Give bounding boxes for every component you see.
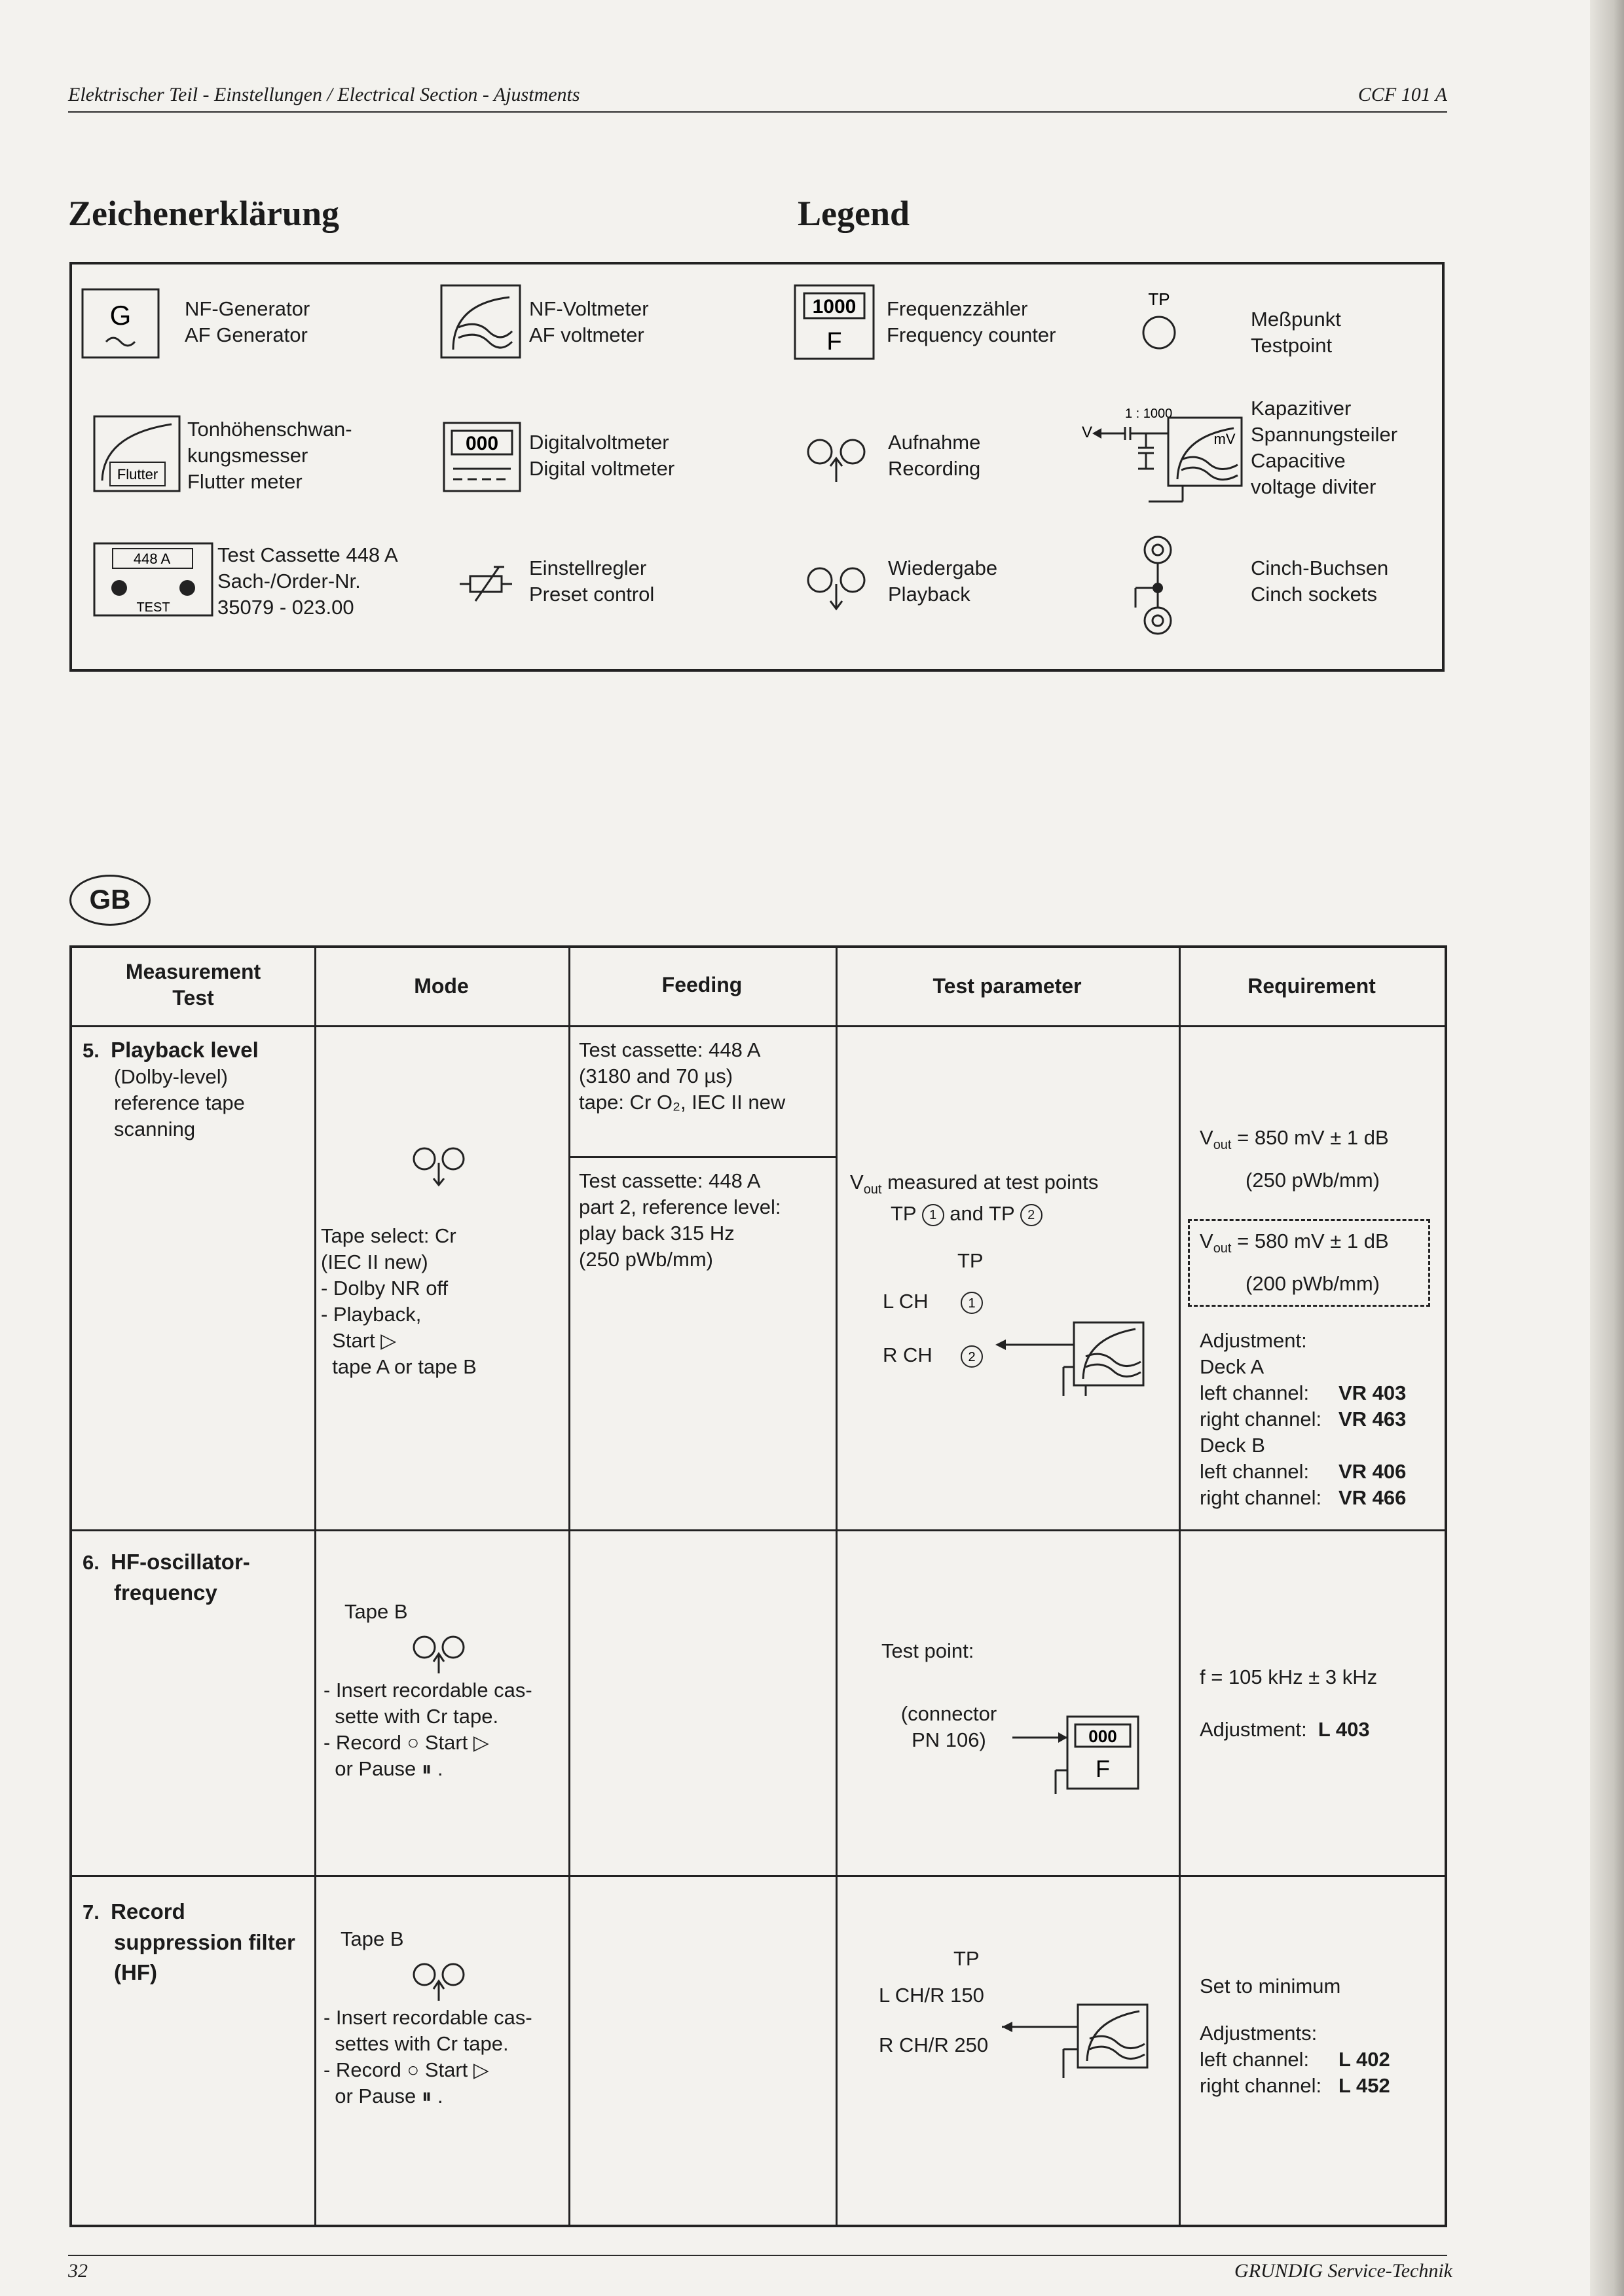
capacitive-divider-label: Kapazitiver Spannungsteiler Capacitive voltage diviter: [1251, 397, 1398, 498]
svg-text:G: G: [109, 300, 132, 331]
row5-requirement-850: $V_{out} = 850$ mV ± 1 dB (250 pWb/mm): [1200, 1126, 1389, 1192]
row7-mode-tape: Tape B: [341, 1927, 404, 1950]
row5-mode: Tape select: Cr (IEC II new) - Dolby NR off - Playback, Start ▷ tape A or tape B: [321, 1224, 477, 1378]
test-cassette-icon: [93, 542, 215, 618]
row5-param-testpoints: TP 1 and TP 2: [891, 1201, 1166, 1227]
header-feeding: Feeding: [661, 973, 743, 996]
header-section-title: Elektrischer Teil - Einstellungen / Electrical Section - Ajustments: [68, 84, 580, 105]
row6-frequency-counter-diagram: [1012, 1705, 1143, 1796]
row7-lch-label: L CH/R 150: [879, 1984, 984, 2007]
svg-text:000: 000: [1088, 1726, 1117, 1746]
row5-feeding-a: Test cassette: 448 A (3180 and 70 µs) tape: Cr O₂, IEC II new: [579, 1038, 786, 1114]
playback-icon: [800, 564, 874, 617]
af-generator-label: NF-Generator AF Generator: [185, 297, 310, 346]
testpoint-icon: [1133, 288, 1185, 354]
row5-param-measured: $V_{out}$ measured at test points: [850, 1171, 1099, 1197]
frequency-counter-icon: [794, 284, 876, 361]
cinch-sockets-icon: [1125, 534, 1190, 646]
preset-control-label: Einstellregler Preset control: [529, 556, 655, 606]
flutter-meter-label: Tonhöhenschwan- kungsmesser Flutter meter: [187, 418, 352, 493]
svg-text:448 A: 448 A: [133, 551, 171, 567]
row5-measurement: 5. Playback level (Dolby-level) reference tape scanning: [83, 1038, 259, 1140]
recording-icon: [800, 436, 874, 488]
legend-box: [69, 262, 1445, 672]
svg-text:F: F: [826, 328, 842, 355]
svg-text:F: F: [1096, 1755, 1110, 1782]
svg-text:Flutter: Flutter: [117, 466, 158, 483]
af-voltmeter-label: NF-Voltmeter AF voltmeter: [529, 297, 649, 346]
test-cassette-label: Test Cassette 448 A Sach-/Order-Nr. 35079 - 023.00: [217, 543, 398, 619]
row5-playback-icon: [406, 1144, 471, 1197]
legend-title-en: Legend: [798, 194, 910, 233]
svg-text:TEST: TEST: [136, 600, 170, 615]
row6-mode: - Insert recordable cas- sette with Cr tape. - Record ○ Start ▷ or Pause ⏸ .: [323, 1679, 532, 1780]
row7-measurement: 7. Record suppression filter (HF): [83, 1899, 295, 1984]
svg-text:mV: mV: [1213, 431, 1236, 447]
row5-tp-label: TP: [957, 1249, 984, 1272]
row7-tp-label: TP: [953, 1947, 980, 1970]
row5-adjustments: Adjustment: Deck A left channel: VR 403 right channel: VR 463 Deck B left channel: VR 406 right channel: VR 466: [1200, 1329, 1407, 1509]
flutter-meter-icon: [93, 415, 182, 494]
page-number: 32: [68, 2260, 88, 2282]
gb-language-badge: GB: [69, 875, 151, 926]
row5-feeding-b: Test cassette: 448 A part 2, reference level: play back 315 Hz (250 pWb/mm): [579, 1169, 781, 1271]
row7-voltmeter-diagram: [1002, 1978, 1159, 2083]
frequency-counter-label: Frequenzzähler Frequency counter: [887, 297, 1056, 346]
row5-lch-label: L CH: [883, 1290, 929, 1313]
tp2-circle: 2: [1020, 1204, 1043, 1226]
diagram-tp2-number: 2: [968, 1350, 976, 1364]
row6-mode-tape: Tape B: [344, 1600, 408, 1623]
binder-edge: [1590, 0, 1624, 2296]
preset-control-icon: [456, 558, 516, 610]
header-mode: Mode: [414, 974, 469, 998]
row5-voltmeter-diagram: [959, 1286, 1155, 1397]
row6-measurement: 6. HF-oscillator- frequency: [83, 1550, 250, 1605]
diagram-tp1-number: 1: [968, 1296, 976, 1311]
header-model: CCF 101 A: [1357, 84, 1447, 105]
af-generator-icon: [81, 288, 161, 360]
header-measurement-test: Measurement Test: [125, 960, 261, 1010]
testpoint-label: Meßpunkt Testpoint: [1251, 308, 1341, 357]
row6-requirement: f = 105 kHz ± 3 kHz Adjustment: L 403: [1200, 1666, 1378, 1741]
measurement-table: [69, 945, 1447, 2227]
row5-requirement-580: $V_{out} = 580$ mV ± 1 dB (200 pWb/mm): [1200, 1230, 1389, 1296]
digital-voltmeter-icon: [443, 422, 523, 494]
header-requirement: Requirement: [1247, 974, 1376, 998]
svg-text:V: V: [1082, 424, 1093, 441]
row5-rch-label: R CH: [883, 1343, 932, 1366]
svg-text:TP: TP: [1148, 289, 1170, 309]
af-voltmeter-icon: [440, 284, 523, 360]
tp1-circle: 1: [922, 1204, 944, 1226]
row6-param-testpoint: Test point:: [881, 1639, 974, 1662]
playback-label: Wiedergabe Playback: [888, 556, 998, 606]
svg-text:000: 000: [465, 433, 499, 454]
row7-requirement: Set to minimum Adjustments: left channel: L 402 right channel: L 452: [1200, 1975, 1390, 2097]
svg-text:1 : 1000: 1 : 1000: [1125, 407, 1173, 421]
footer-publisher: GRUNDIG Service-Technik: [1234, 2260, 1452, 2282]
capacitive-divider-icon: [1073, 398, 1249, 511]
digital-voltmeter-label: Digitalvoltmeter Digital voltmeter: [529, 431, 675, 480]
row7-rch-label: R CH/R 250: [879, 2033, 989, 2056]
row7-mode: - Insert recordable cas- settes with Cr tape. - Record ○ Start ▷ or Pause ⏸ .: [323, 2006, 532, 2107]
legend-title-de: Zeichenerklärung: [68, 194, 339, 233]
recording-label: Aufnahme Recording: [888, 431, 981, 480]
row6-param-connector: (connector PN 106): [900, 1702, 997, 1751]
svg-text:1000: 1000: [812, 296, 857, 318]
header-test-parameter: Test parameter: [932, 974, 1082, 998]
footer-rule: [68, 2255, 1447, 2256]
cinch-sockets-label: Cinch-Buchsen Cinch sockets: [1251, 556, 1389, 606]
header-rule: [68, 111, 1447, 113]
